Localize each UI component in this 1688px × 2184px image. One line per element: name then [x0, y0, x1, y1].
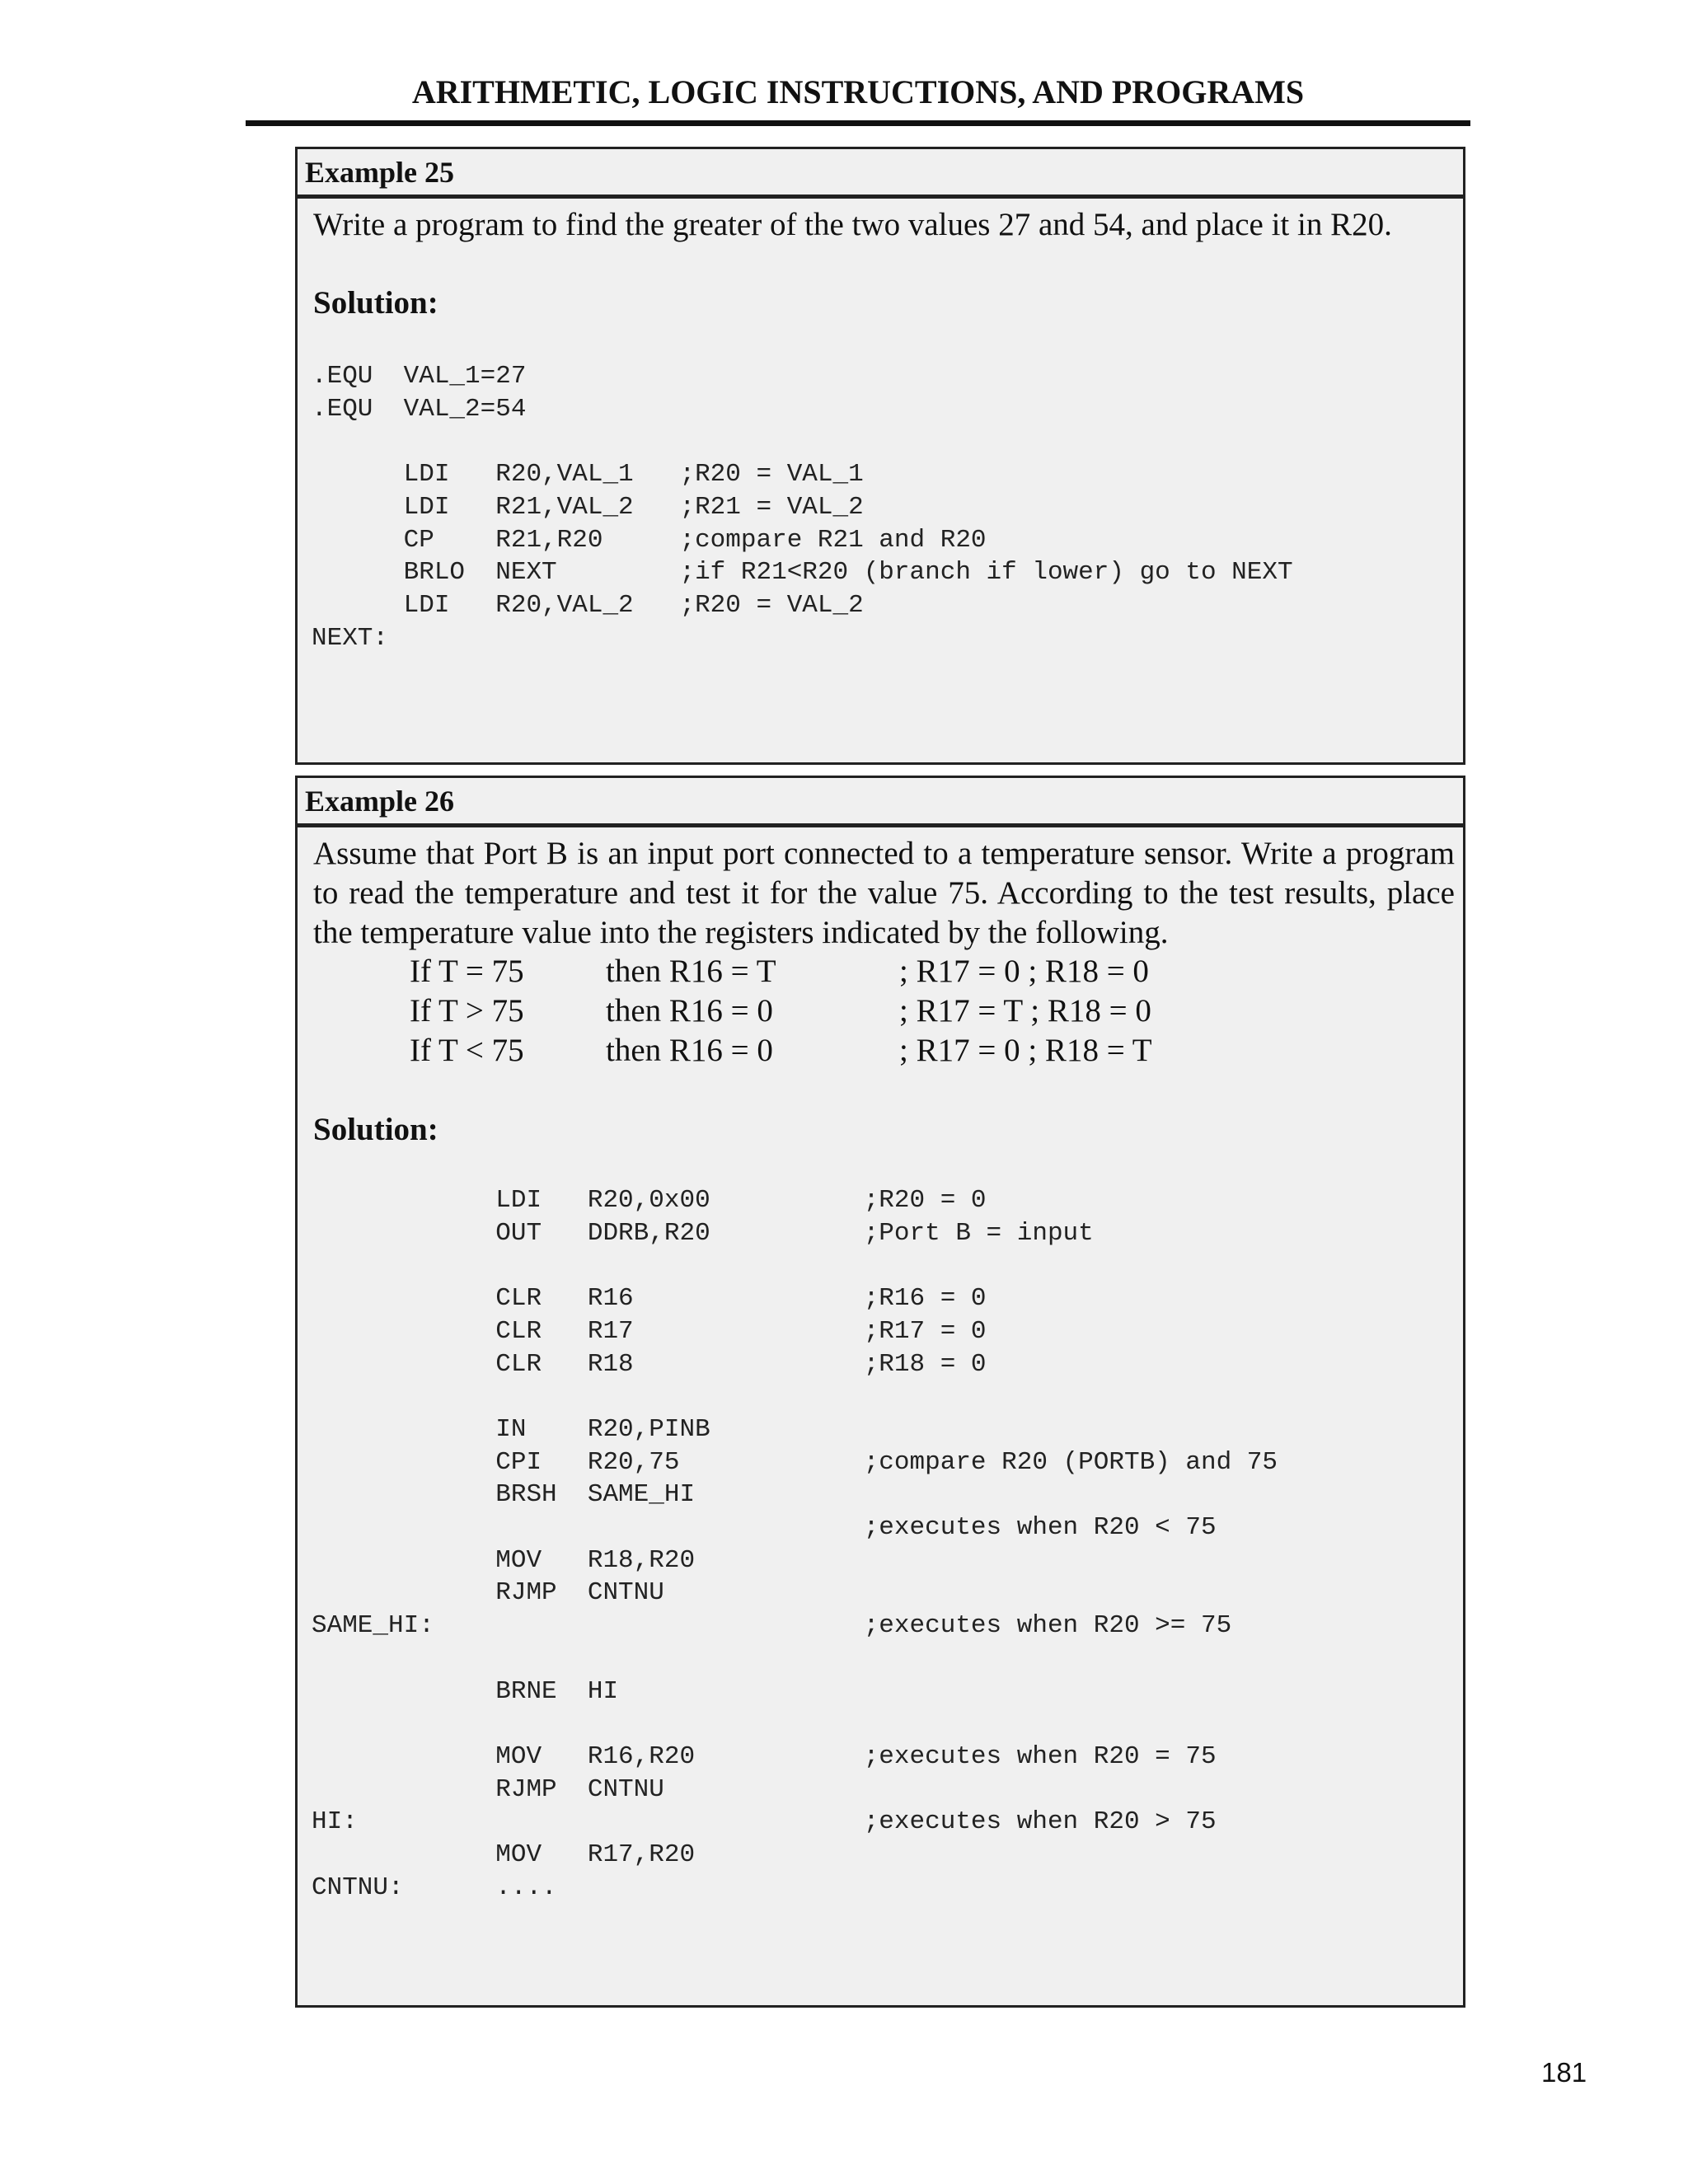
condition-then: then R16 = 0 [606, 1033, 773, 1068]
example-26-title: Example 26 [298, 778, 1463, 827]
condition-then: then R16 = T [606, 954, 776, 989]
example-25-box [295, 147, 1465, 765]
example-25-solution-label: Solution: [313, 285, 438, 321]
condition-others: ; R17 = 0 ; R18 = T [899, 1033, 1152, 1068]
condition-then: then R16 = 0 [606, 993, 773, 1029]
example-26-problem: Assume that Port B is an input port connected to a temperature sensor. Write a program to read the temperature and test it for the value 75. According to the test results, place the temperature value into the registers indicated by the following. [313, 836, 1455, 950]
example-25-problem: Write a program to find the greater of the two values 27 and 54, and place it in R20. [313, 207, 1392, 242]
condition-others: ; R17 = T ; R18 = 0 [899, 993, 1151, 1029]
example-26-code: LDI R20,0x00 ;R20 = 0 OUT DDRB,R20 ;Port B = input CLR R16 ;R16 = 0 CLR R17 ;R17 = 0 CLR R18 ;R18 = 0 IN R20,PINB CPI R20,75 ;compare R20 (PORTB) and 75 BRSH SAME_HI ;executes when R20 < 75 MOV R18,R20 RJMP CNTNU SAME_HI: ;executes when R20 >= 75 BRNE HI MOV R16,R20 ;executes when R20 = 75 RJMP CNTNU HI: ;executes when R20 > 75 MOV R17,R20 CNTNU: .... [312, 1186, 1278, 1902]
condition-text: If T < 75 [410, 1033, 524, 1068]
example-26-box [295, 776, 1465, 2008]
condition-text: If T > 75 [410, 993, 524, 1029]
example-25-title: Example 25 [298, 149, 1463, 199]
condition-text: If T = 75 [410, 954, 524, 989]
example-25-code: .EQU VAL_1=27 .EQU VAL_2=54 LDI R20,VAL_1 ;R20 = VAL_1 LDI R21,VAL_2 ;R21 = VAL_2 CP R21,R20 ;compare R21 and R20 BRLO NEXT ;if R21<R20 (branch if lower) go to NEXT LDI R20,VAL_2 ;R20 = VAL_2 NEXT: [312, 362, 1293, 653]
header-rule [246, 120, 1470, 126]
running-header: ARITHMETIC, LOGIC INSTRUCTIONS, AND PROGRAMS [411, 73, 1305, 110]
example-26-solution-label: Solution: [313, 1112, 438, 1147]
condition-others: ; R17 = 0 ; R18 = 0 [899, 954, 1149, 989]
page-number: 181 [1541, 2057, 1587, 2088]
